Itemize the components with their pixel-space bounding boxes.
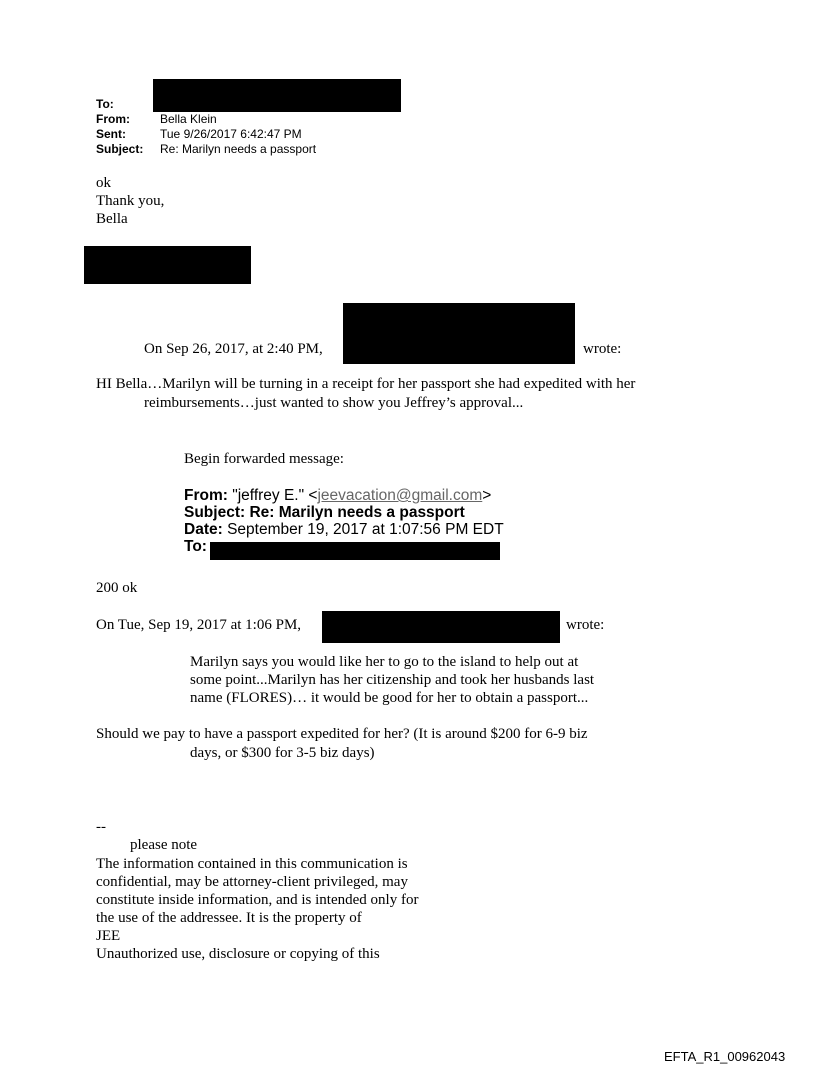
forwarded-begin: Begin forwarded message: bbox=[184, 451, 344, 467]
reply-body bbox=[96, 174, 164, 228]
redaction-sender-1 bbox=[343, 303, 575, 364]
fwd-date-label: Date: bbox=[184, 521, 223, 538]
footer-line: constitute inside information, and is intended only for bbox=[96, 892, 419, 908]
quote2-para1-line-1: Marilyn says you would like her to go to the island to help out at bbox=[190, 654, 579, 670]
forwarded-from-row bbox=[184, 487, 504, 504]
fwd-from-name: "jeffrey E." < bbox=[232, 487, 318, 504]
redaction-signature bbox=[84, 246, 251, 284]
header-from-row bbox=[96, 112, 316, 127]
quote2-para2-line-2: days, or $300 for 3-5 biz days) bbox=[190, 745, 375, 761]
jeffrey-reply: 200 ok bbox=[96, 580, 138, 596]
fwd-from-label: From: bbox=[184, 487, 228, 504]
to-label: To: bbox=[96, 97, 114, 111]
quote2-para2-line-1: Should we pay to have a passport expedited for her? (It is around $200 for 6-9 biz bbox=[96, 726, 588, 742]
quote2-para1-line-3: name (FLORES)… it would be good for her to obtain a passport... bbox=[190, 690, 589, 706]
quote2-para1-line-2: some point...Marilyn has her citizenship and took her husbands last bbox=[190, 672, 595, 688]
footer-line: the use of the addressee. It is the property of bbox=[96, 910, 362, 926]
forwarded-date-row bbox=[184, 521, 504, 538]
footer-note: please note bbox=[130, 837, 198, 853]
subject-label: Subject: bbox=[96, 142, 144, 156]
footer-disclaimer bbox=[96, 855, 418, 963]
quote1-intro-tail: wrote: bbox=[583, 341, 622, 357]
footer-dashes: -- bbox=[96, 819, 106, 835]
header-sent-row bbox=[96, 127, 316, 142]
from-value: Bella Klein bbox=[160, 112, 217, 126]
footer-line: JEE bbox=[96, 928, 121, 944]
redaction-sender-2 bbox=[322, 611, 560, 643]
header-to-row bbox=[96, 97, 316, 112]
header-subject-row bbox=[96, 142, 316, 157]
quote1-body-line-1: HI Bella…Marilyn will be turning in a receipt for her passport she had expedited with her bbox=[96, 376, 636, 392]
quote2-para-1 bbox=[190, 653, 594, 707]
forwarded-subject-row bbox=[184, 504, 504, 521]
reply-line-3: Bella bbox=[96, 211, 128, 227]
reply-line-1: ok bbox=[96, 175, 111, 191]
fwd-to-label: To: bbox=[184, 538, 207, 555]
fwd-subject-value: Re: Marilyn needs a passport bbox=[249, 504, 465, 521]
fwd-from-email-link[interactable]: jeevacation@gmail.com bbox=[317, 487, 483, 504]
sent-value: Tue 9/26/2017 6:42:47 PM bbox=[160, 127, 302, 141]
email-header bbox=[96, 97, 316, 157]
footer-line: The information contained in this communication is bbox=[96, 856, 408, 872]
fwd-subject-label: Subject: bbox=[184, 504, 246, 521]
subject-value: Re: Marilyn needs a passport bbox=[160, 142, 317, 156]
footer-line: confidential, may be attorney-client privileged, may bbox=[96, 874, 408, 890]
quote1-intro: On Sep 26, 2017, at 2:40 PM, bbox=[144, 341, 323, 357]
quote1-body-line-2: reimbursements…just wanted to show you Jeffrey’s approval... bbox=[144, 395, 524, 411]
redaction-fwd-to bbox=[210, 542, 500, 560]
document-id: EFTA_R1_00962043 bbox=[664, 1049, 786, 1064]
reply-line-2: Thank you, bbox=[96, 193, 165, 209]
quote2-intro-tail: wrote: bbox=[566, 617, 605, 633]
fwd-date-value: September 19, 2017 at 1:07:56 PM EDT bbox=[227, 521, 504, 538]
footer-line: Unauthorized use, disclosure or copying of this bbox=[96, 946, 380, 962]
from-label: From: bbox=[96, 112, 130, 126]
sent-label: Sent: bbox=[96, 127, 126, 141]
quote2-intro: On Tue, Sep 19, 2017 at 1:06 PM, bbox=[96, 617, 302, 633]
fwd-from-close: > bbox=[482, 487, 492, 504]
